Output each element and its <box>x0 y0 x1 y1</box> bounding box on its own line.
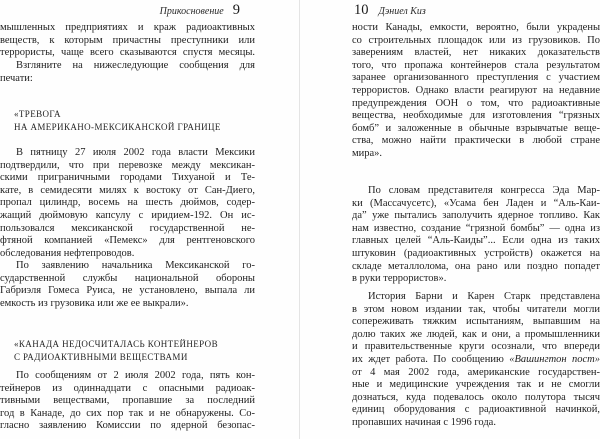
text-line: штуковин (радиоактивных устройств) окажется на <box>352 247 600 259</box>
text-line: кате, в семидесяти милях к востоку от Сан-Диего, <box>0 184 255 196</box>
text-line: Взгляните на нижеследующие сообщения для <box>16 60 255 71</box>
text-line: пользовался мексиканской государственной не- <box>0 222 255 234</box>
text-line: предупреждения ООН о том, что радиоактивные <box>352 97 600 109</box>
text-line: террористов. Однако власти реагируют на недавние <box>352 84 600 96</box>
paragraph-defense-statement <box>0 260 255 310</box>
text-line: террористы, чаще всего сказываются спустя месяцы. <box>0 47 255 59</box>
text-line: их ждет работа. По сообщению «Вашингтон пост» <box>352 353 600 365</box>
text-line: складе металлолома, она рано или поздно попадет <box>352 260 600 272</box>
text-line: емкость из грузовика или же ее выкрали». <box>0 297 189 309</box>
text-line: в этом новом издании так, чтобы читатели могли <box>352 303 600 315</box>
text-line: мира». <box>352 147 383 159</box>
text-line: С РАДИОАКТИВНЫМИ ВЕЩЕСТВАМИ <box>14 351 188 362</box>
text-line: главных целей “Аль-Каиды”... Если одна из таких <box>352 235 600 247</box>
italic-text: «Вашингтон пост» <box>509 353 600 365</box>
text-line: год в Канаде, до сих пор так и не обнаружены. Со- <box>0 407 255 419</box>
paragraph-look-at-reports <box>0 60 255 85</box>
text-line: сударственной службы национальной обороны <box>0 272 255 284</box>
running-head-author: Дэниел Киз <box>378 6 426 17</box>
text-line: пропавших начиная с 1996 года. <box>352 416 496 428</box>
text-line: мышленных предприятиях и краж радиоактивных <box>0 22 255 33</box>
text-line: веществ, к которым причастны преступники или <box>0 34 255 46</box>
text-line: дознаться, куда подевалось около полутора тысяч <box>352 391 600 403</box>
text-line: гласно заявлению Комиссии по ядерной безопас- <box>0 420 255 432</box>
text-line: и правительственные круги осознали, что впереди <box>352 341 600 353</box>
text-line: тейнеров из одиннадцати с опасными радиоак- <box>0 382 255 394</box>
paragraph-canada-continuation <box>352 22 600 161</box>
section-heading-canada <box>0 338 255 363</box>
text-line: пропал цилиндр, восемь на шесть дюймов, содер- <box>0 197 255 209</box>
text-line: бомб” и заложенные в обычные взрывчатые веще- <box>352 122 600 134</box>
text-line: «КАНАДА НЕДОСЧИТАЛАСЬ КОНТЕЙНЕРОВ <box>14 339 218 349</box>
text-line: обследования нефтепроводов. <box>0 247 135 259</box>
running-head-left <box>0 2 255 19</box>
paragraph-congressman-markey <box>352 185 600 286</box>
text-line: По сообщениям от 2 июля 2002 года, пять кон- <box>16 370 255 381</box>
page-left <box>0 0 255 439</box>
text-line: в руки террористов». <box>352 273 447 285</box>
text-line: НА АМЕРИКАНО-МЕКСИКАНСКОЙ ГРАНИЦЕ <box>14 121 221 132</box>
paragraph-industrial-thefts <box>0 22 255 60</box>
text-line: По словам представителя конгресса Эда Мар- <box>368 185 600 196</box>
text-line: ные и медицинские учреждения так и не смогли <box>352 379 600 391</box>
text-line: единиц оборудования с радиоактивной начинкой, <box>352 404 600 416</box>
running-head-right <box>352 2 600 19</box>
text-line: заранее организованного преступления с участием <box>352 72 600 84</box>
text-line: Габриэля Гомеса Руиса, не установлено, выпала ли <box>0 285 255 297</box>
page-number-right: 10 <box>354 2 369 18</box>
paragraph-canada-reports <box>0 370 255 433</box>
text-line: История Барни и Карен Старк представлена <box>368 291 600 302</box>
text-line: ства, можно найти практически в любой стране <box>352 135 600 147</box>
text-line: печати: <box>0 72 33 84</box>
section-heading-alarm <box>0 108 255 133</box>
text-line: сопереживать тяжким испытаниям, выпавшим на <box>352 316 600 328</box>
running-head-title: Прикосновение <box>159 6 224 17</box>
text-line: да” уже пытались заполучить ядерное топливо. Как <box>352 210 600 222</box>
text-line: ности Канады, емкости, вероятно, были украдены <box>352 22 600 33</box>
text-line: жащий дюймовую капсулу с иридием-192. Он ис- <box>0 209 255 221</box>
text-line: подтвердили, что при перевозке между мексикан- <box>0 159 255 171</box>
text-line: ки (Массачусетс), «Усама бен Ладен и “Аль-Каи- <box>352 197 600 209</box>
text-line: По заявлению начальника Мексиканской го- <box>16 260 255 271</box>
text-line: заверениям властей, нет никаких доказательств <box>352 47 600 59</box>
text-line: «ТРЕВОГА <box>14 109 61 119</box>
text-line: В пятницу 27 июля 2002 года власти Мексики <box>16 147 255 158</box>
paragraph-stark-story <box>352 291 600 430</box>
text-line: того, что пропажа контейнеров стала результатом <box>352 59 600 71</box>
text-line: тивными веществами, пропавшие за последний <box>0 395 255 407</box>
page-right <box>352 0 600 439</box>
text-line: вещества, необходимые для изготовления “грязных <box>352 110 600 122</box>
text-line: долю таких же людей, как и они, а промышленники <box>352 328 600 340</box>
text-line: со строительных площадок или из грузовиков. По <box>352 34 600 46</box>
paragraph-friday-mexico <box>0 147 255 260</box>
text-line: нам известно, создание “грязной бомбы” — одна из <box>352 222 600 234</box>
page-divider-line <box>299 0 300 439</box>
text-line: фтяной компанией «Пемекс» для рентгеновского <box>0 235 255 247</box>
text-line: скими приграничными городами Тихуаной и Те- <box>0 172 255 184</box>
page-number-left: 9 <box>232 2 240 18</box>
text-line: от 4 мая 2002 года, американские государствен- <box>352 366 600 378</box>
